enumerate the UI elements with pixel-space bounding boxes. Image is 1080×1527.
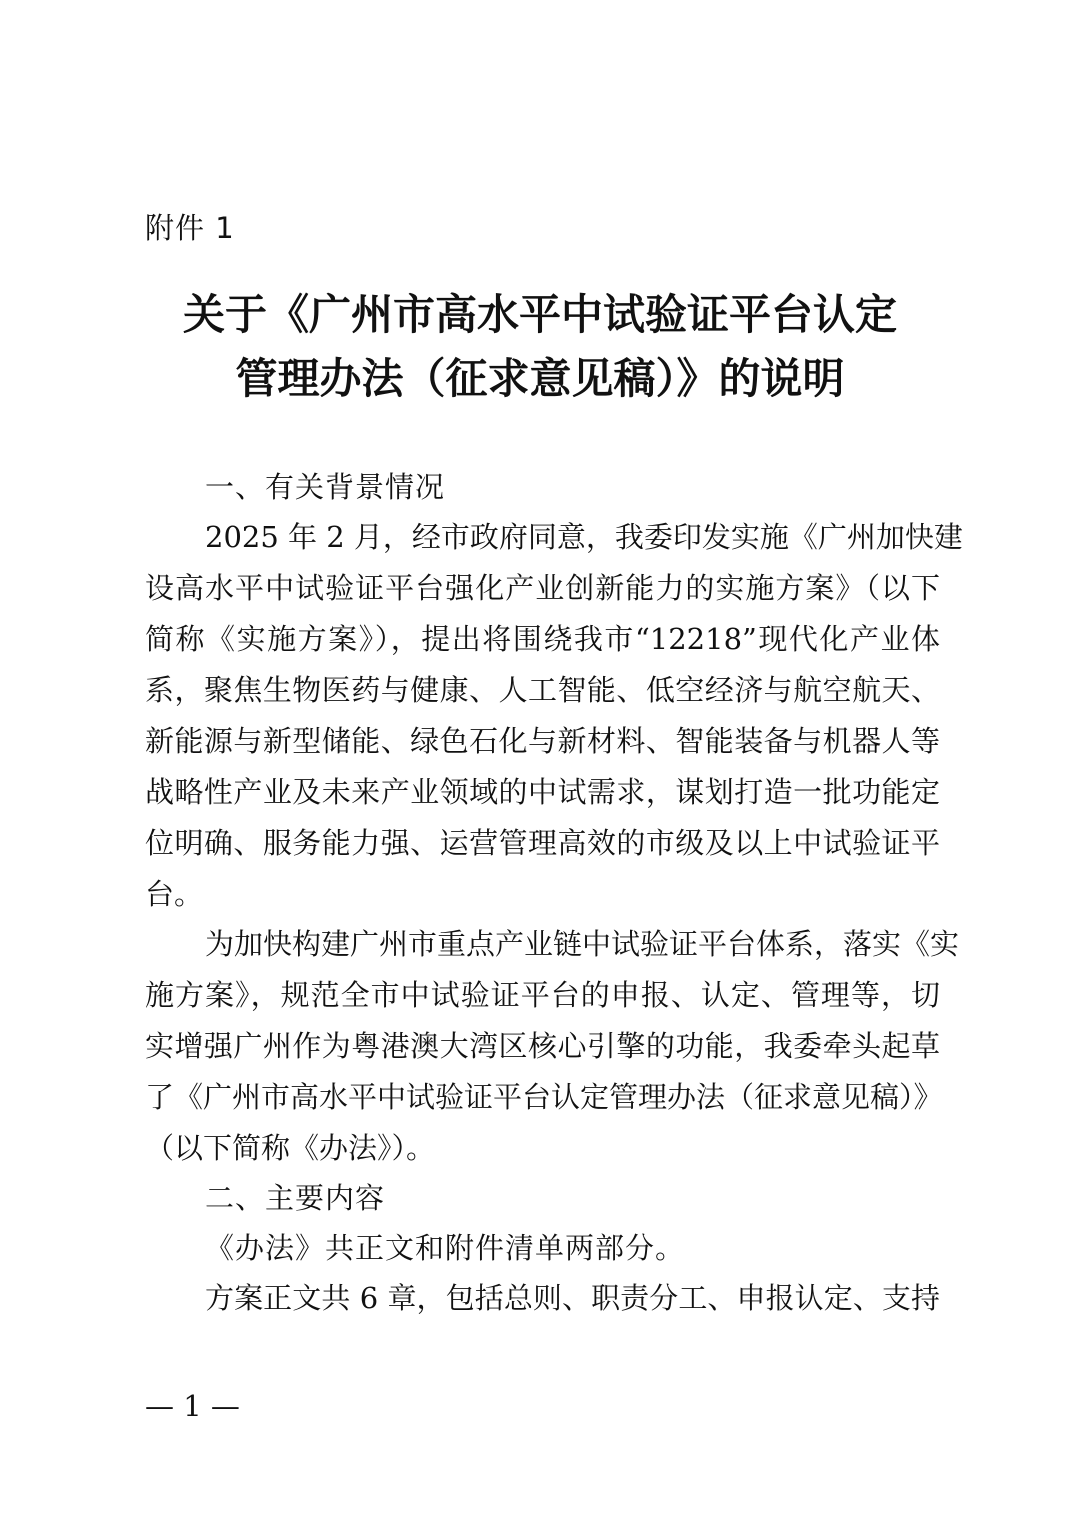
paragraph-line: 战略性产业及未来产业领域的中试需求，谋划打造一批功能定 — [145, 775, 940, 809]
paragraph-line: 系，聚焦生物医药与健康、人工智能、低空经济与航空航天、 — [145, 673, 940, 707]
attachment-label: 附件 1 — [145, 211, 235, 245]
page-number: — 1 — — [145, 1389, 240, 1423]
section-2-paragraph-2: 方案正文共 6 章，包括总则、职责分工、申报认定、支持 — [205, 1281, 940, 1315]
section-2-heading: 二、主要内容 — [205, 1181, 386, 1215]
paragraph-line: 简称《实施方案》），提出将围绕我市“12218”现代化产业体 — [145, 622, 940, 656]
paragraph-line: 设高水平中试验证平台强化产业创新能力的实施方案》（以下 — [145, 571, 940, 605]
section-1-paragraph-1 — [145, 512, 963, 920]
section-1-heading: 一、有关背景情况 — [205, 470, 446, 504]
section-2-paragraph-1: 《办法》共正文和附件清单两部分。 — [205, 1231, 686, 1265]
paragraph-line: 实增强广州作为粤港澳大湾区核心引擎的功能，我委牵头起草 — [145, 1029, 940, 1063]
section-1-paragraph-2 — [145, 919, 960, 1174]
title-line-1: 关于《广州市高水平中试验证平台认定 — [182, 290, 897, 339]
title-line-2: 管理办法（征求意见稿）》的说明 — [235, 354, 845, 403]
paragraph-line: （以下简称《办法》）。 — [145, 1131, 436, 1165]
paragraph-line: 台。 — [145, 877, 204, 911]
paragraph-line: 2025 年 2 月，经市政府同意，我委印发实施《广州加快建 — [205, 520, 963, 554]
paragraph-line: 为加快构建广州市重点产业链中试验证平台体系，落实《实 — [205, 927, 960, 961]
paragraph-line: 施方案》，规范全市中试验证平台的申报、认定、管理等，切 — [145, 978, 940, 1012]
paragraph-line: 了《广州市高水平中试验证平台认定管理办法（征求意见稿）》 — [145, 1080, 943, 1114]
document-title — [140, 283, 940, 411]
paragraph-line: 新能源与新型储能、绿色石化与新材料、智能装备与机器人等 — [145, 724, 940, 758]
paragraph-line: 位明确、服务能力强、运营管理高效的市级及以上中试验证平 — [145, 826, 940, 860]
